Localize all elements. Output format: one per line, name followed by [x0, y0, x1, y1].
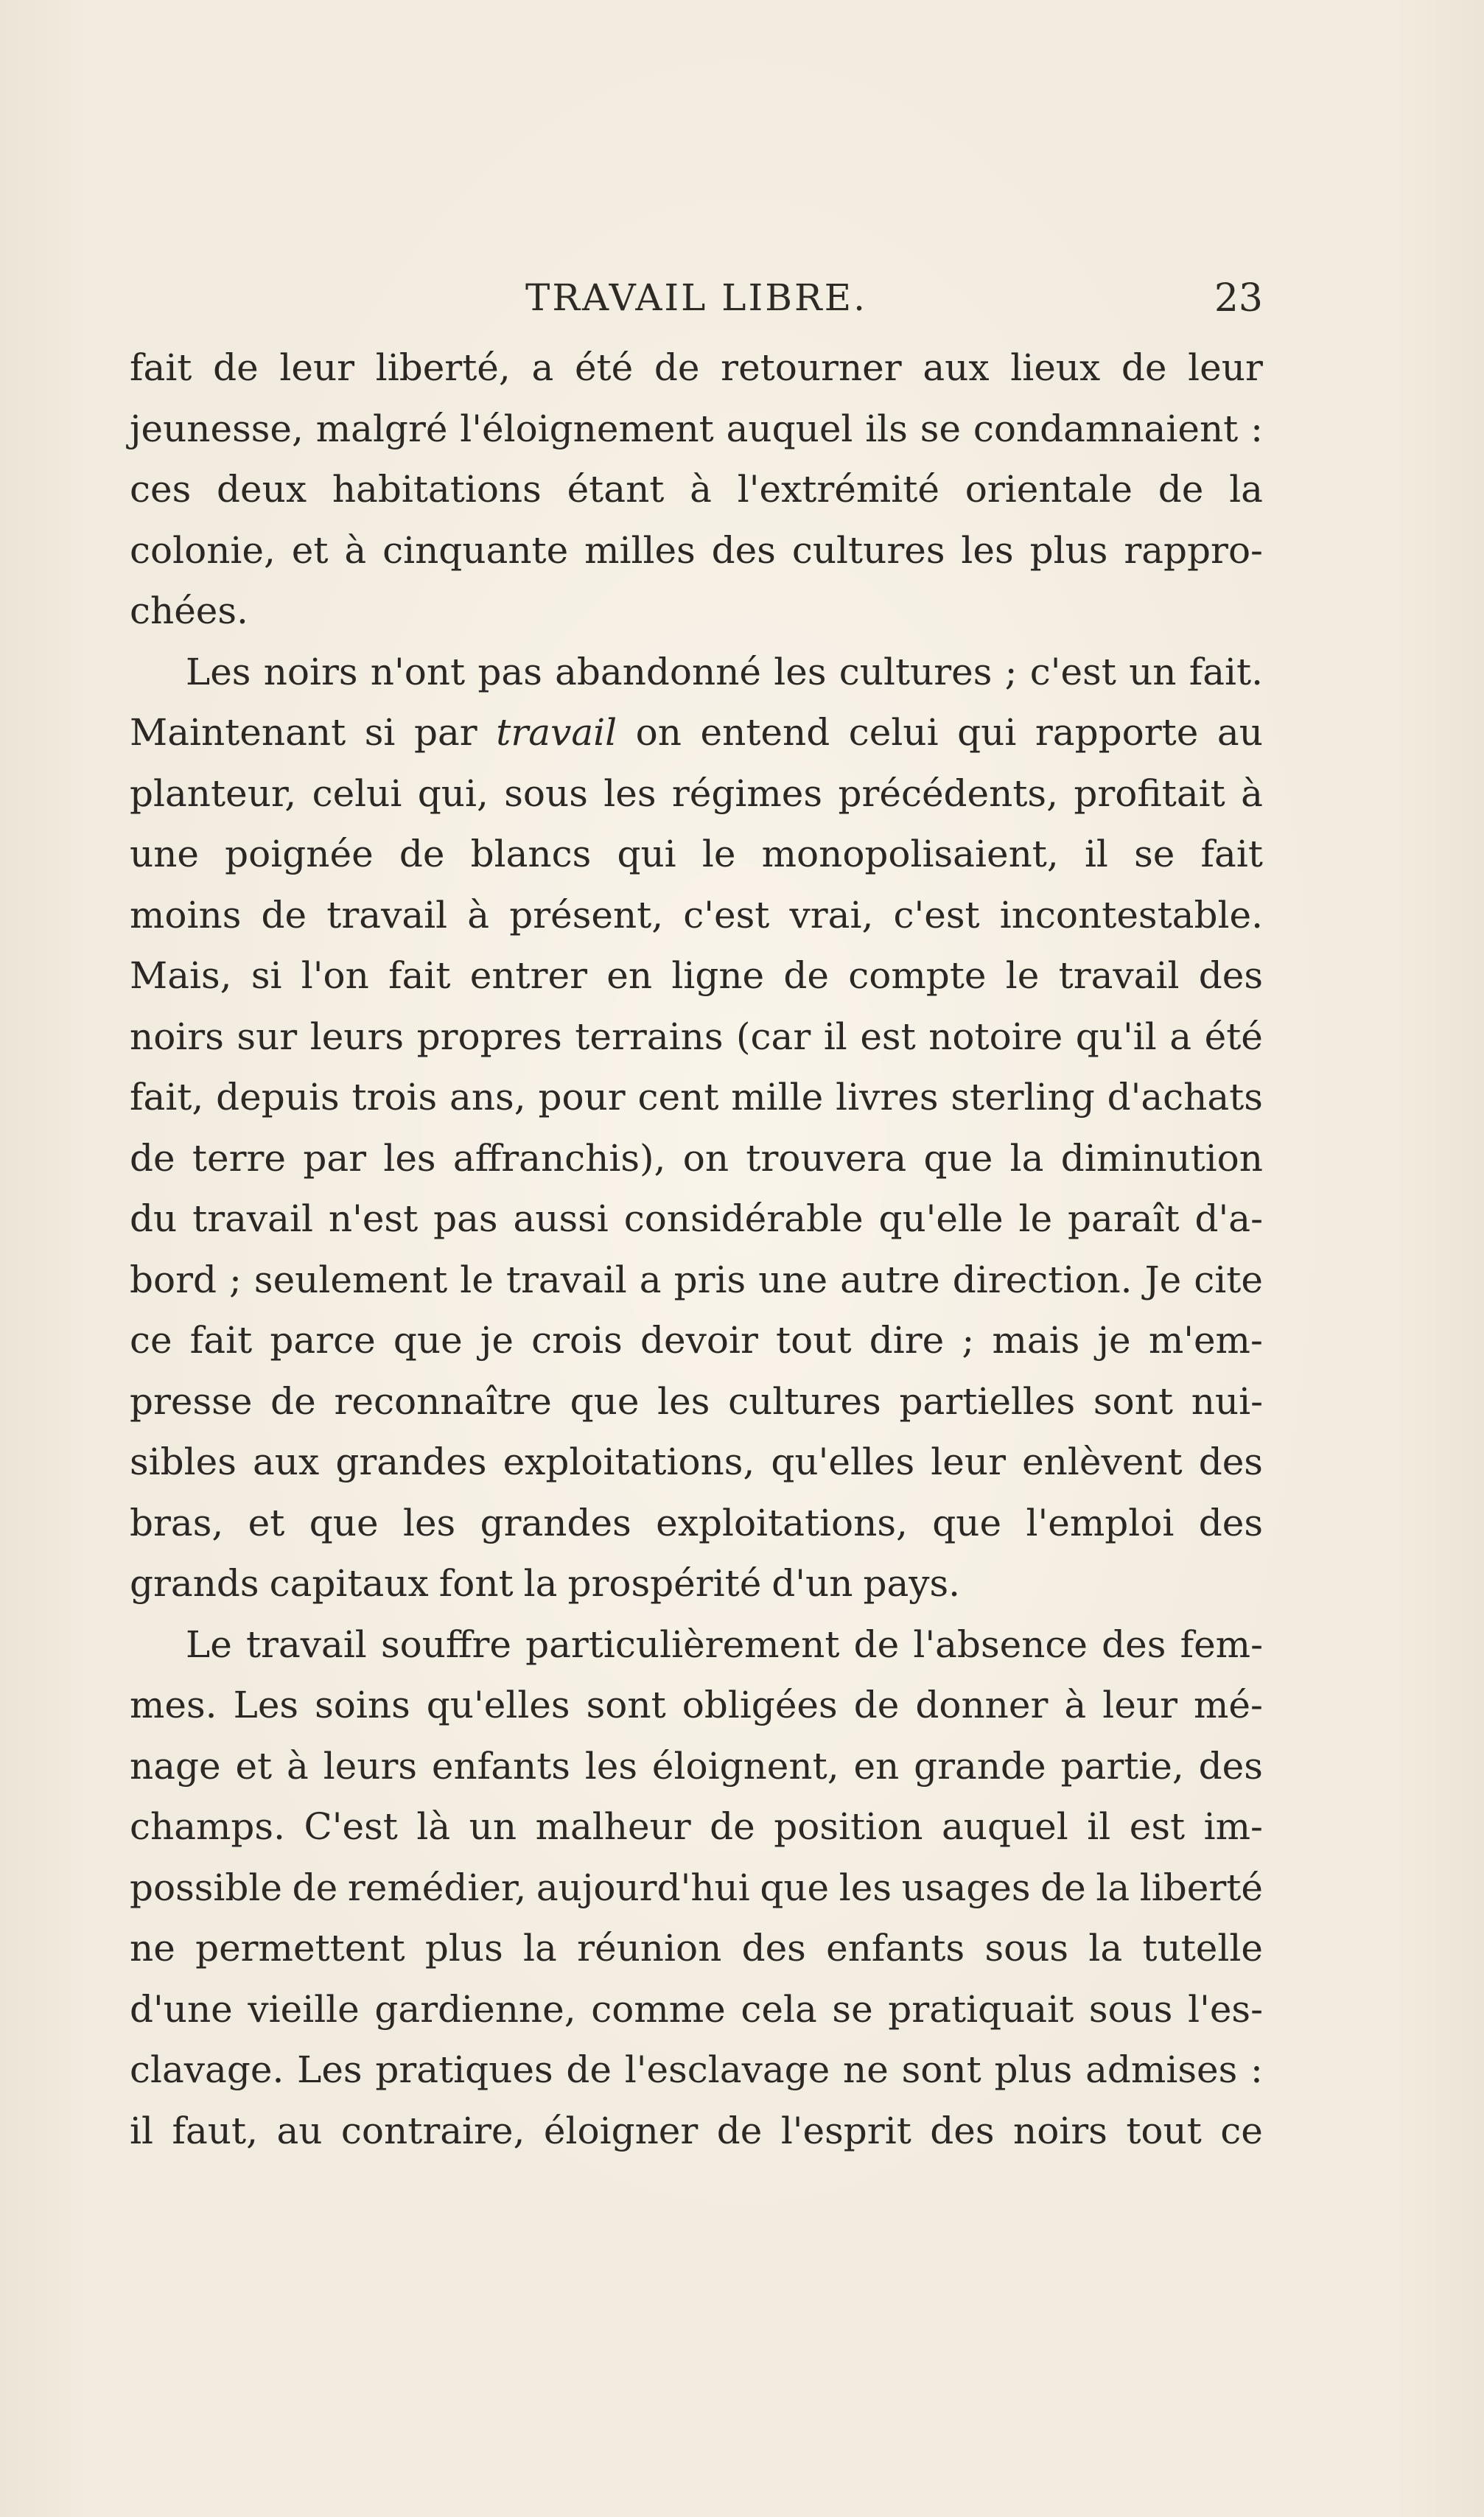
text-line: Le travail souffre particulièrement de l'absence des fem-: [186, 1622, 1263, 1666]
text-line: noirs sur leurs propres terrains (car il est notoire qu'il a été: [130, 1015, 1263, 1058]
text-line: Maintenant si par travail on entend celui qui rapporte au: [130, 711, 1263, 754]
text-line: planteur, celui qui, sous les régimes précédents, profitait à: [130, 771, 1263, 815]
text-line: fait de leur liberté, a été de retourner aux lieux de leur: [130, 346, 1263, 389]
text-line: clavage. Les pratiques de l'esclavage ne sont plus admises :: [130, 2048, 1263, 2091]
page-number: 23: [1214, 276, 1263, 321]
text-line: nage et à leurs enfants les éloignent, en grande partie, des: [130, 1744, 1263, 1788]
text-line: Les noirs n'ont pas abandonné les cultures ; c'est un fait.: [186, 650, 1263, 693]
text-line: ce fait parce que je crois devoir tout dire ; mais je m'em-: [130, 1319, 1263, 1362]
running-title: TRAVAIL LIBRE.: [525, 276, 868, 319]
text-line: fait, depuis trois ans, pour cent mille livres sterling d'achats: [130, 1076, 1263, 1119]
text-line: sibles aux grandes exploitations, qu'elles leur enlèvent des: [130, 1440, 1263, 1483]
text-line: il faut, au contraire, éloigner de l'esprit des noirs tout ce: [130, 2109, 1263, 2152]
text-line: ces deux habitations étant à l'extrémité orientale de la: [130, 468, 1263, 511]
text-line: une poignée de blancs qui le monopolisaient, il se fait: [130, 833, 1263, 875]
text-line: ne permettent plus la réunion des enfants sous la tutelle: [130, 1927, 1263, 1970]
body-text: [130, 337, 1263, 2161]
text-line: colonie, et à cinquante milles des cultures les plus rappro-: [130, 528, 1263, 572]
text-line: jeunesse, malgré l'éloignement auquel ils se condamnaient :: [130, 407, 1263, 450]
text-line: bord ; seulement le travail a pris une autre direction. Je cite: [130, 1258, 1263, 1301]
text-line: presse de reconnaître que les cultures partielles sont nui-: [130, 1379, 1263, 1423]
text-line: mes. Les soins qu'elles sont obligées de donner à leur mé-: [130, 1684, 1263, 1726]
text-line: bras, et que les grandes exploitations, que l'emploi des: [130, 1501, 1263, 1544]
running-head: [130, 276, 1263, 328]
text-line: d'une vieille gardienne, comme cela se pratiquait sous l'es-: [130, 1987, 1263, 2031]
text-line: champs. C'est là un malheur de position auquel il est im-: [130, 1805, 1263, 1848]
text-line: chées.: [130, 589, 248, 632]
text-line: grands capitaux font la prospérité d'un pays.: [130, 1562, 961, 1605]
text-line: du travail n'est pas aussi considérable qu'elle le paraît d'a-: [130, 1197, 1263, 1240]
text-line: moins de travail à présent, c'est vrai, c'est incontestable.: [130, 893, 1263, 937]
text-line: possible de remédier, aujourd'hui que les usages de la liberté: [130, 1866, 1263, 1909]
text-line: de terre par les affranchis), on trouvera que la diminution: [130, 1136, 1263, 1180]
text-line: Mais, si l'on fait entrer en ligne de compte le travail des: [130, 954, 1263, 997]
